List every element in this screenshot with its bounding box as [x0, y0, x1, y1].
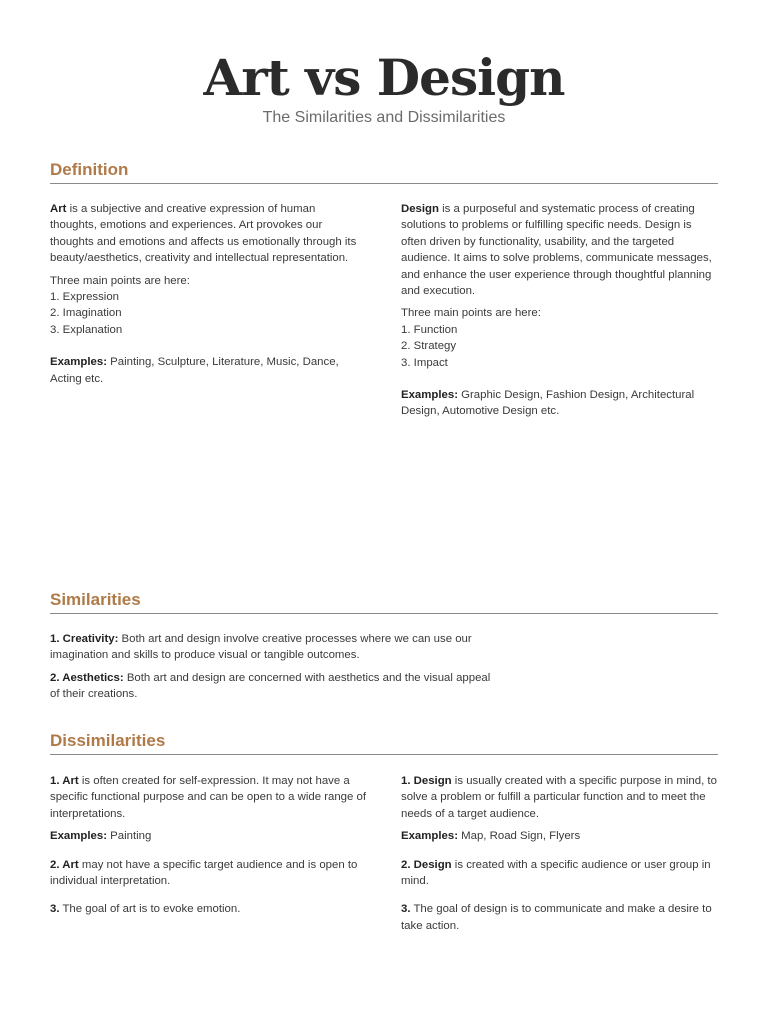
- definition-design-column: [401, 201, 719, 426]
- art-examples: Examples: Painting, Sculpture, Literature, Music, Dance, Acting etc.: [50, 356, 339, 385]
- dissimilarities-design-column: [401, 773, 721, 940]
- design-dissimilarity-3: 3. The goal of design is to communicate and make a desire to take action.: [401, 903, 712, 932]
- similarities-header: [50, 590, 718, 614]
- art-dissimilarity-2: 2. Art may not have a specific target audience and is open to individual interpretation.: [50, 858, 358, 888]
- dissimilarities-heading: Dissimilarities: [50, 731, 166, 750]
- similarity-item: 1. Creativity: Both art and design involve creative processes where we can use our imagination and skills to produce visual or tangible outcomes.: [50, 633, 472, 662]
- design-definition: Design is a purposeful and systematic process of creating solutions to problems or fulfilling specific needs. Design is often driven by functionality, usability, and the targeted audience. It aims to solve problems, communicate messages, and enhance the user experience through thoughtful planning and execution.: [401, 203, 712, 298]
- definition-art-column: [50, 201, 360, 393]
- similarity-item: 2. Aesthetics: Both art and design are concerned with aesthetics and the visual appeal of their creations.: [50, 671, 491, 701]
- page-subtitle: The Similarities and Dissimilarities: [262, 109, 506, 126]
- art-points: Three main points are here: 1. Expression 2. Imagination 3. Explanation: [50, 274, 190, 336]
- similarities-list: [50, 631, 500, 709]
- dissimilarities-art-column: [50, 773, 368, 924]
- definition-header: [50, 160, 718, 184]
- design-dissimilarity-1: 1. Design is usually created with a specific purpose in mind, to solve a problem or fulfill a particular function and to meet the needs of a target audience.: [401, 775, 717, 820]
- design-dissimilarity-examples: Examples: Map, Road Sign, Flyers: [401, 830, 581, 843]
- art-dissimilarity-1: 1. Art is often created for self-expression. It may not have a specific functional purpose and can be open to a wide range of interpretations.: [50, 775, 366, 820]
- similarities-heading: Similarities: [50, 590, 141, 609]
- art-dissimilarity-examples: Examples: Painting: [50, 830, 152, 843]
- design-points: Three main points are here: 1. Function 2. Strategy 3. Impact: [401, 307, 541, 369]
- definition-heading: Definition: [50, 160, 129, 179]
- design-examples: Examples: Graphic Design, Fashion Design, Architectural Design, Automotive Design etc.: [401, 389, 695, 418]
- dissimilarities-header: [50, 731, 718, 755]
- design-dissimilarity-2: 2. Design is created with a specific audience or user group in mind.: [401, 858, 711, 888]
- page-title: Art vs Design: [203, 48, 565, 107]
- art-dissimilarity-3: 3. The goal of art is to evoke emotion.: [50, 903, 241, 916]
- art-definition: Art is a subjective and creative expression of human thoughts, emotions and experiences. Art provokes our thoughts and emotions and affects us emotionally through its beauty/aesthetics, creativity and intellectual representation.: [50, 203, 357, 265]
